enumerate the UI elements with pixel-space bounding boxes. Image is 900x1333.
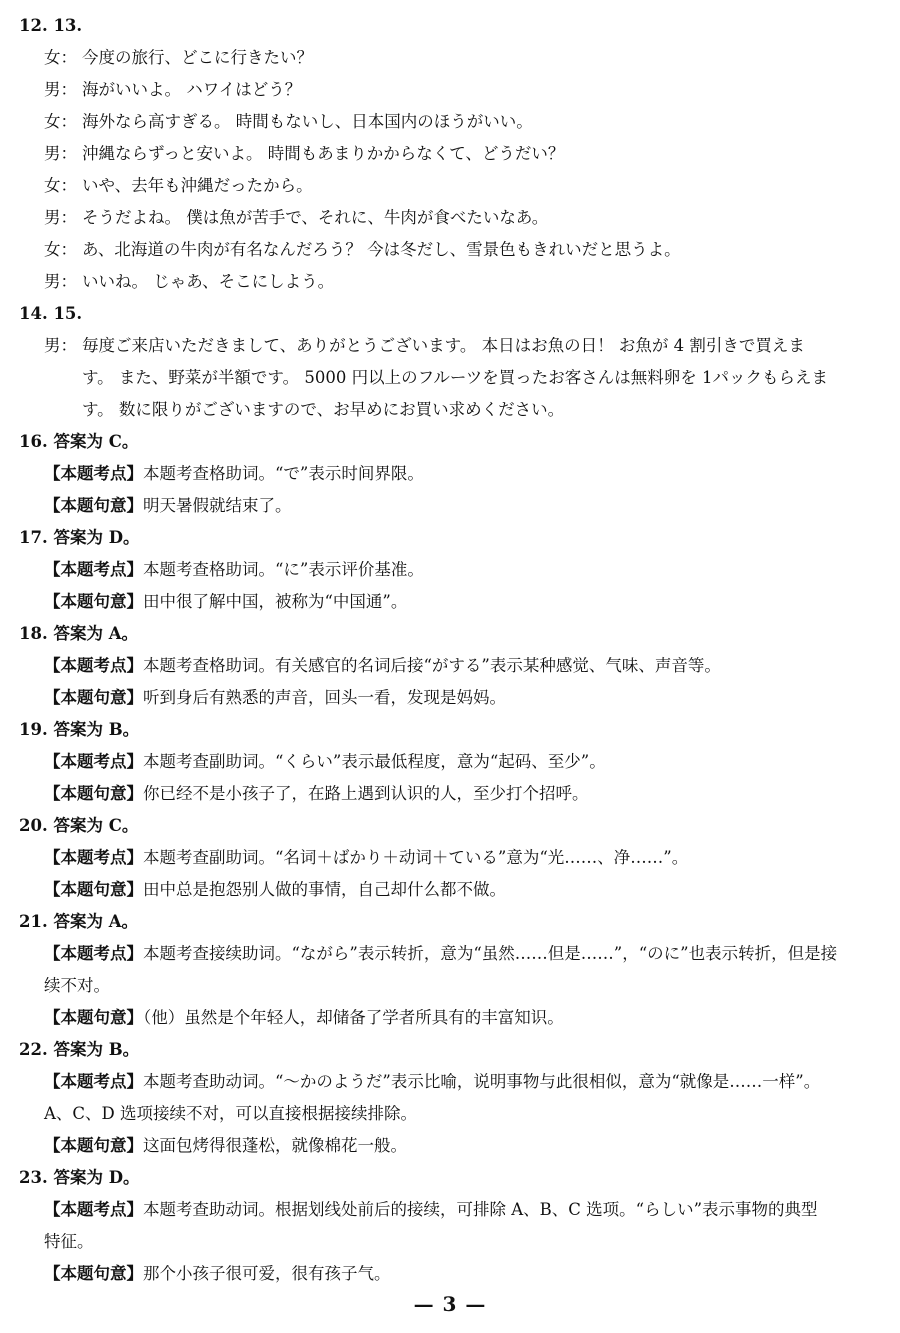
sentence-meaning [19,874,885,906]
sentence-meaning [19,490,885,522]
exam-point-text: 本题考查格助词。“に”表示评价基准。 [143,560,424,579]
exam-point-line [44,938,885,970]
sentence-meaning-text: 听到身后有熟悉的声音，回头一看，发现是妈妈。 [143,688,506,707]
sentence-meaning-tag: 【本题句意】 [44,496,143,515]
dialog-line [19,170,885,202]
question-number-14-15: 14. 15. [19,304,83,323]
sentence-meaning [19,1130,885,1162]
answer-heading: 17. 答案为 D。 [19,528,140,547]
exam-point-text: 本题考查助动词。根据划线处前后的接续，可排除 A、B、C 选项。“らしい”表示事物的典型 [143,1200,818,1219]
exam-point [19,746,885,778]
exam-point-text: 本题考查副助词。“くらい”表示最低程度，意为“起码、至少”。 [143,752,606,771]
sentence-meaning-text: 你已经不是小孩子了，在路上遇到认识的人，至少打个招呼。 [143,784,589,803]
announcement-line: 毎度ご来店いただきまして、ありがとうございます。 本日はお魚の日！ お魚が 4 割引きで買えま [82,336,805,355]
speaker-label: 女： [44,240,77,259]
dialog-line [19,266,885,298]
answer-heading: 18. 答案为 A。 [19,624,138,643]
exam-point-line [44,1194,885,1226]
exam-point-text: 本题考查格助词。“で”表示时间界限。 [143,464,424,483]
announcement-body [82,330,872,426]
dialog-text: そうだよね。 僕は魚が苦手で、それに、牛肉が食べたいなあ。 [82,208,549,227]
exam-point-line: 续不对。 [44,976,110,995]
speaker-label: 男： [44,144,77,163]
sentence-meaning-text: 田中总是抱怨别人做的事情，自己却什么都不做。 [143,880,506,899]
sentence-meaning [19,682,885,714]
sentence-meaning-tag: 【本题句意】 [44,688,143,707]
dialog-line [19,42,885,74]
exam-point-line: A、C、D 选项接续不对，可以直接根据接续排除。 [44,1104,418,1123]
dialog-text: 海外なら高すぎる。 時間もないし、日本国内のほうがいい。 [82,112,533,131]
sentence-meaning-text: 明天暑假就结束了。 [143,496,292,515]
speaker-label: 女： [44,176,77,195]
exam-point-tag: 【本题考点】 [44,464,143,483]
sentence-meaning-tag: 【本题句意】 [44,592,143,611]
announcement-line: す。 数に限りがございますので、お早めにお買い求めください。 [82,400,565,419]
announcement-line: す。 また、野菜が半額です。 5000 円以上のフルーツを買ったお客さんは無料卵を 1パックもらえま [82,368,829,387]
sentence-meaning-text: （他）虽然是个年轻人，却储备了学者所具有的丰富知识。 [143,1008,564,1027]
exam-point-text: 本题考查接续助词。“ながら”表示转折，意为“虽然……但是……”，“のに”也表示转折，但是接 [143,944,838,963]
answer-heading: 21. 答案为 A。 [19,912,138,931]
exam-point-line: 特征。 [44,1232,94,1251]
sentence-meaning-text: 这面包烤得很蓬松，就像棉花一般。 [143,1136,407,1155]
page-content [19,10,885,1290]
announcement [19,330,885,426]
sentence-meaning-tag: 【本题句意】 [44,784,143,803]
exam-point-line [44,1066,885,1098]
exam-point-tag: 【本题考点】 [44,848,143,867]
page-number: — 3 — [413,1292,487,1316]
exam-point [19,1194,885,1258]
dialog-line [19,74,885,106]
answer-heading: 22. 答案为 B。 [19,1040,140,1059]
dialog-line [19,138,885,170]
answer-heading: 23. 答案为 D。 [19,1168,140,1187]
exam-point [19,842,885,874]
sentence-meaning-text: 那个小孩子很可爱，很有孩子气。 [143,1264,391,1283]
sentence-meaning [19,1258,885,1290]
dialog-text: あ、北海道の牛肉が有名なんだろう？ 今は冬だし、雪景色もきれいだと思うよ。 [82,240,681,259]
dialog-line [19,234,885,266]
exam-point-tag: 【本题考点】 [44,1072,143,1091]
exam-point-text: 本题考查副助词。“名词＋ばかり＋动词＋ている”意为“光……、净……”。 [143,848,689,867]
exam-point [19,458,885,490]
sentence-meaning-tag: 【本题句意】 [44,1008,143,1027]
speaker-label: 女： [44,112,77,131]
question-number-12-13: 12. 13. [19,16,83,35]
exam-point-tag: 【本题考点】 [44,656,143,675]
speaker-label: 女： [44,48,77,67]
dialog-text: いや、去年も沖縄だったから。 [82,176,313,195]
exam-point [19,554,885,586]
exam-point-tag: 【本题考点】 [44,752,143,771]
sentence-meaning [19,1002,885,1034]
answer-heading: 20. 答案为 C。 [19,816,139,835]
dialog-text: 海がいいよ。 ハワイはどう？ [82,80,302,99]
dialog-text: いいね。 じゃあ、そこにしよう。 [82,272,335,291]
exam-point-text: 本题考查助动词。“～かのようだ”表示比喻，说明事物与此很相似，意为“就像是……一样”。 [143,1072,821,1091]
exam-point [19,650,885,682]
exam-point-tag: 【本题考点】 [44,560,143,579]
dialog-text: 沖縄ならずっと安いよ。 時間もあまりかからなくて、どうだい？ [82,144,565,163]
speaker-label: 男： [44,272,77,291]
dialog-line [19,106,885,138]
exam-point [19,938,885,1002]
dialog-line [19,202,885,234]
sentence-meaning-tag: 【本题句意】 [44,1264,143,1283]
speaker-label: 男： [44,208,77,227]
exam-point-tag: 【本题考点】 [44,1200,143,1219]
exam-point [19,1066,885,1130]
speaker-label: 男： [44,80,77,99]
exam-point-tag: 【本题考点】 [44,944,143,963]
answer-heading: 16. 答案为 C。 [19,432,139,451]
exam-point-text: 本题考查格助词。有关感官的名词后接“がする”表示某种感觉、气味、声音等。 [143,656,721,675]
sentence-meaning-text: 田中很了解中国，被称为“中国通”。 [143,592,408,611]
answer-heading: 19. 答案为 B。 [19,720,140,739]
sentence-meaning [19,778,885,810]
sentence-meaning [19,586,885,618]
sentence-meaning-tag: 【本题句意】 [44,880,143,899]
dialog-text: 今度の旅行、どこに行きたい？ [82,48,313,67]
speaker-label: 男： [44,336,77,355]
sentence-meaning-tag: 【本题句意】 [44,1136,143,1155]
